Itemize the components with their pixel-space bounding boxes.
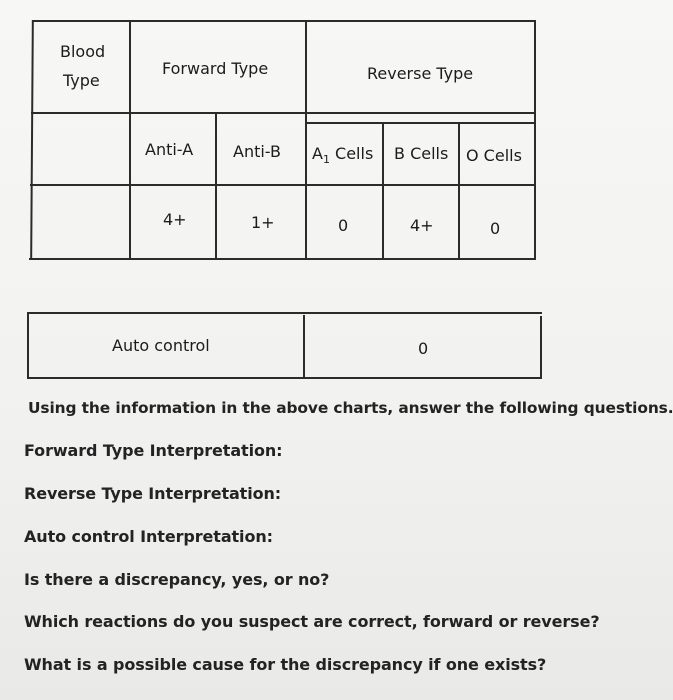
auto-border-left [27, 312, 29, 379]
anti-a-header: Anti-A [145, 140, 194, 159]
anti-a-result: 4+ [163, 210, 187, 229]
reverse-header-underline [305, 122, 536, 124]
auto-col-divider [303, 315, 305, 379]
col-divider-a1 [382, 122, 384, 260]
instructions-text: Using the information in the above charts, answer the following questions. [28, 399, 673, 417]
table-border-left [30, 20, 34, 260]
col-divider-b [458, 122, 460, 260]
o-cells-header: O Cells [466, 146, 522, 165]
b-cells-header: B Cells [394, 144, 449, 163]
blood-header-line2: Type [63, 71, 100, 90]
col-divider-blood [129, 20, 131, 260]
anti-b-result: 1+ [251, 213, 275, 232]
auto-control-label: Auto control [112, 336, 210, 355]
table-row-divider-2 [30, 184, 536, 186]
question-discrepancy-cause: What is a possible cause for the discrepancy if one exists? [24, 655, 547, 674]
blood-header-line1: Blood [60, 42, 106, 61]
question-correct-reactions: Which reactions do you suspect are correct, forward or reverse? [24, 612, 600, 631]
table-border-top [33, 20, 536, 22]
b-cells-result: 4+ [410, 216, 434, 235]
auto-control-value: 0 [418, 339, 429, 358]
table-border-right [534, 20, 536, 260]
col-divider-antia [215, 112, 217, 260]
a1-cells-result: 0 [338, 216, 349, 235]
o-cells-result: 0 [490, 219, 501, 238]
anti-b-header: Anti-B [233, 142, 281, 161]
reverse-type-header: Reverse Type [367, 64, 474, 83]
col-divider-forward-reverse [305, 20, 307, 260]
forward-type-header: Forward Type [162, 59, 269, 78]
auto-border-right [540, 316, 542, 379]
question-forward-interpretation: Forward Type Interpretation: [24, 441, 283, 460]
auto-border-bottom [27, 377, 542, 379]
auto-border-top [27, 312, 542, 314]
question-discrepancy: Is there a discrepancy, yes, or no? [24, 570, 330, 589]
a1-cells-header: $A_1$ Cells [312, 144, 374, 167]
table-row-divider-1 [31, 112, 536, 114]
question-auto-control-interpretation: Auto control Interpretation: [24, 527, 273, 546]
question-reverse-interpretation: Reverse Type Interpretation: [24, 484, 282, 503]
